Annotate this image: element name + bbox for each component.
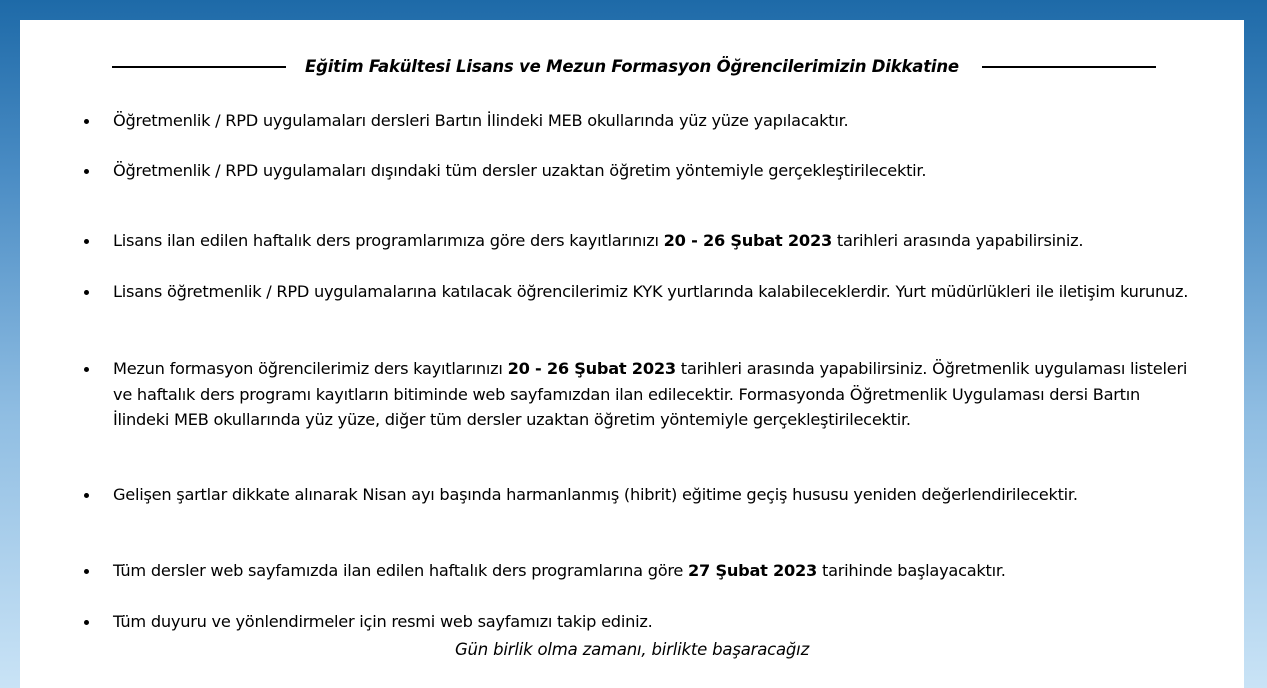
list-item: Öğretmenlik / RPD uygulamaları dersleri Bartın İlindeki MEB okullarında yüz yüze yapılacaktır. bbox=[113, 111, 849, 130]
start-date: 27 Şubat 2023 bbox=[688, 561, 818, 580]
list-item: Mezun formasyon öğrencilerimiz ders kayıtlarınızı 20 - 26 Şubat 2023 tarihleri arasında yapabilirsiniz. Öğretmenlik uygulaması listeleri ve haftalık ders programı kayıtların bitiminde web sayfamızdan ilan edilecektir. Formasyonda Öğretmenlik Uygulaması dersi Bartın İlindeki MEB okullarında yüz yüze, diğer tüm dersler uzaktan öğretim yöntemiyle gerçekleştirilecektir. bbox=[113, 359, 1188, 429]
announcement-heading: Eğitim Fakültesi Lisans ve Mezun Formasyon Öğrencilerimizin Dikkatine bbox=[305, 57, 959, 76]
list-item: Tüm dersler web sayfamızda ilan edilen haftalık ders programlarına göre 27 Şubat 2023 tarihinde başlayacaktır. bbox=[113, 561, 1006, 580]
date-range: 20 - 26 Şubat 2023 bbox=[507, 359, 676, 378]
list-item: Lisans öğretmenlik / RPD uygulamalarına katılacak öğrencilerimiz KYK yurtlarında kalabileceklerdir. Yurt müdürlükleri ile iletişim kurunuz. bbox=[113, 282, 1189, 301]
date-range: 20 - 26 Şubat 2023 bbox=[663, 231, 832, 250]
announcement-document bbox=[20, 20, 1244, 688]
list-item: Öğretmenlik / RPD uygulamaları dışındaki tüm dersler uzaktan öğretim yöntemiyle gerçekleştirilecektir. bbox=[113, 161, 927, 180]
closing-motto: Gün birlik olma zamanı, birlikte başaracağız bbox=[454, 640, 810, 659]
list-item: Tüm duyuru ve yönlendirmeler için resmi web sayfamızı takip ediniz. bbox=[113, 612, 653, 631]
list-item: Lisans ilan edilen haftalık ders programlarımıza göre ders kayıtlarınızı 20 - 26 Şubat 2023 tarihleri arasında yapabilirsiniz. bbox=[113, 231, 1084, 250]
list-item: Gelişen şartlar dikkate alınarak Nisan ayı başında harmanlanmış (hibrit) eğitime geçiş hususu yeniden değerlendirilecektir. bbox=[113, 485, 1078, 504]
